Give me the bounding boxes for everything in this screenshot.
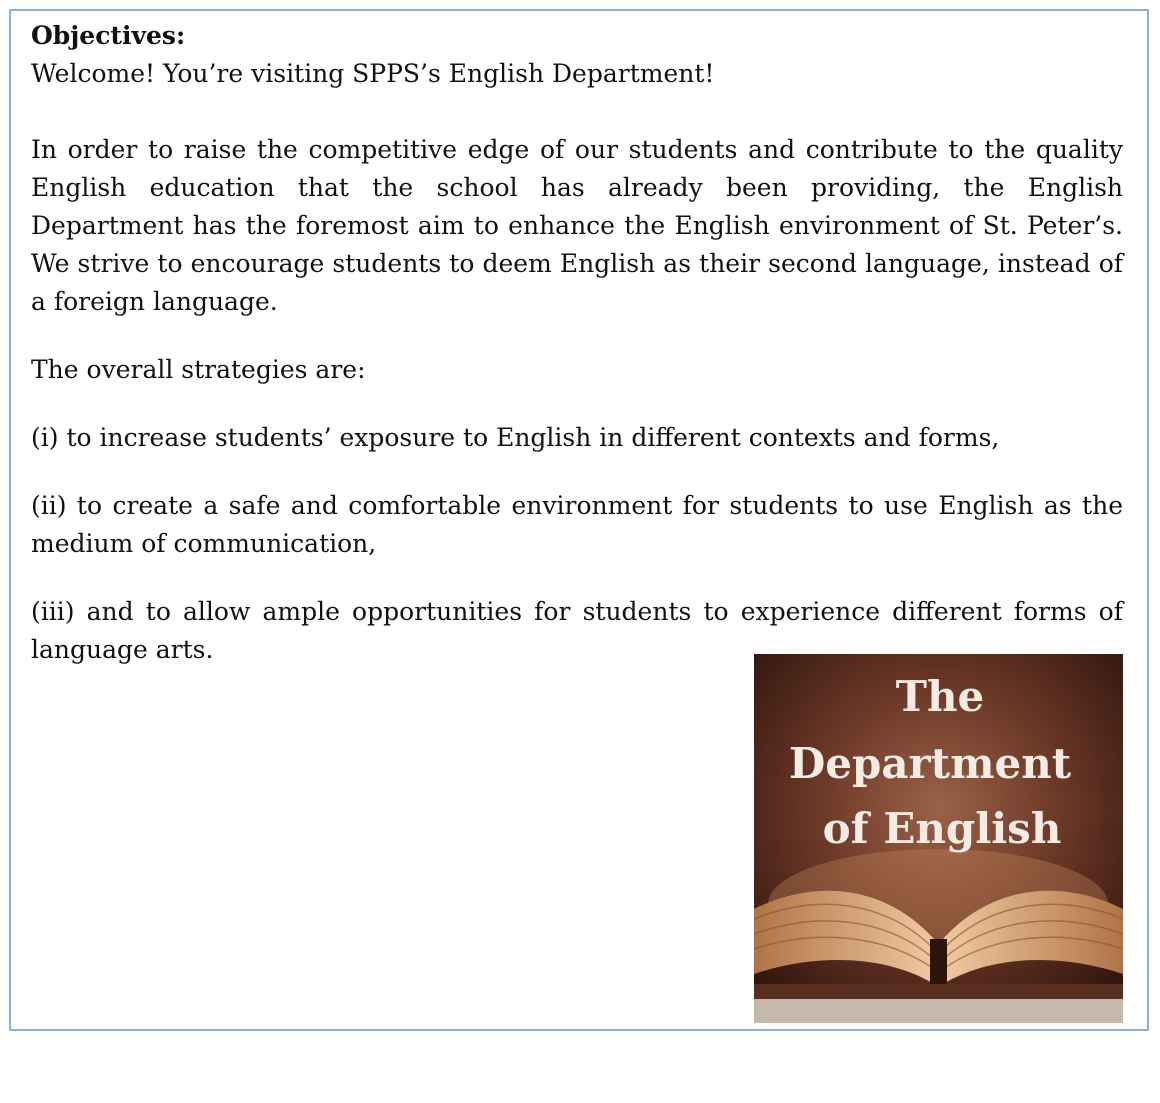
- intro-paragraph: In order to raise the competitive edge of our students and contribute to the quality English education that the school has already been providing, the English Department has the foremost aim to enhance the English environment of St. Peter’s. We strive to encourage students to deem English as their second language, instead of a foreign language.: [31, 135, 1123, 316]
- cover-title-line-3: of English: [822, 804, 1062, 853]
- strategy-item-2: (ii) to create a safe and comfortable environment for students to use English as the medium of communication,: [31, 491, 1123, 558]
- cover-title-line-2: Department: [788, 739, 1072, 788]
- strategy-item-1: (i) to increase students’ exposure to English in different contexts and forms,: [31, 423, 1000, 452]
- objectives-content: [31, 17, 1123, 669]
- objectives-heading: Objectives:: [31, 21, 186, 50]
- strategies-label: The overall strategies are:: [31, 355, 366, 384]
- cover-title-line-1: The: [895, 672, 985, 721]
- book-cover-illustration: [754, 654, 1123, 1023]
- department-of-english-image: [754, 654, 1123, 1023]
- welcome-text: Welcome! You’re visiting SPPS’s English Department!: [31, 59, 715, 88]
- strategy-item-3-line: (iii) and to allow ample opportunities for students to experience different forms of language arts.: [31, 597, 1123, 664]
